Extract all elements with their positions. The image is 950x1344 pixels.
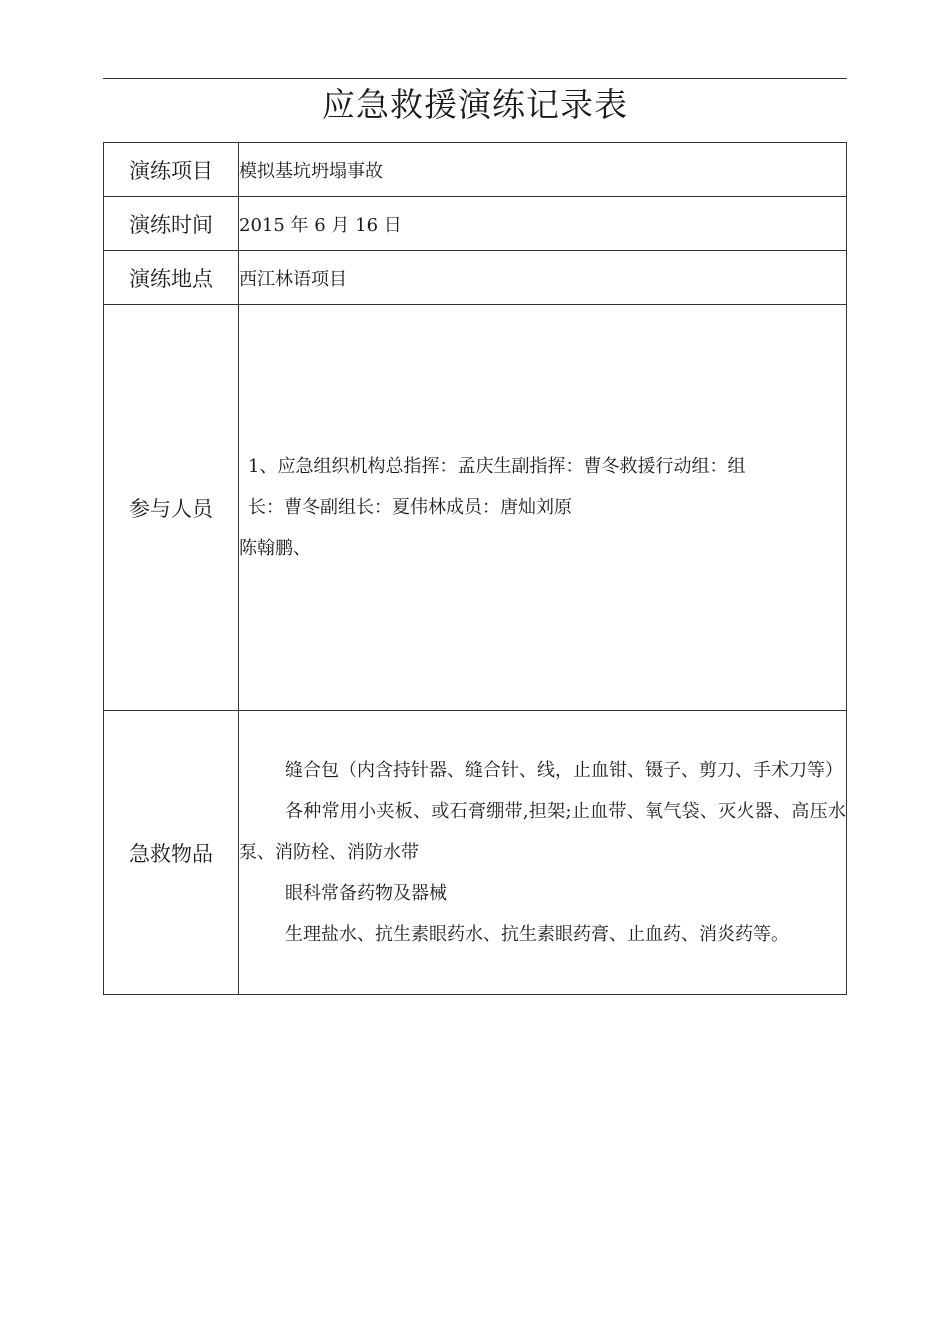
supplies-label: 急救物品 <box>104 711 239 995</box>
project-label: 演练项目 <box>104 143 239 197</box>
time-label: 演练时间 <box>104 197 239 251</box>
supplies-value <box>239 711 847 995</box>
supplies-paragraph: 缝合包（内含持针器、缝合针、线，止血钳、镊子、剪刀、手术刀等） <box>285 760 843 781</box>
record-table <box>103 142 847 995</box>
row-project <box>104 143 847 197</box>
row-supplies <box>104 711 847 995</box>
supplies-paragraph: 眼科常备药物及器械 <box>285 883 447 904</box>
time-value: 2015 年 6 月 16 日 <box>239 197 847 251</box>
row-location <box>104 251 847 305</box>
participants-label: 参与人员 <box>104 305 239 711</box>
top-rule <box>103 78 847 79</box>
location-label: 演练地点 <box>104 251 239 305</box>
project-value: 模拟基坑坍塌事故 <box>239 143 847 197</box>
supplies-paragraph: 各种常用小夹板、或石膏绷带,担架;止血带、氧气袋、灭火器、高压水泵、消防栓、消防水带 <box>239 801 846 863</box>
participants-line: 1、应急组织机构总指挥：孟庆生副指挥：曹冬救援行动组：组 <box>248 456 746 477</box>
document-title: 应急救援演练记录表 <box>322 85 628 124</box>
supplies-paragraph: 生理盐水、抗生素眼药水、抗生素眼药膏、止血药、消炎药等。 <box>285 924 789 945</box>
row-participants <box>104 305 847 711</box>
location-value: 西江林语项目 <box>239 251 847 305</box>
participants-value <box>239 305 847 711</box>
participants-line: 长：曹冬副组长：夏伟林成员：唐灿刘原 <box>248 497 572 518</box>
participants-line: 陈翰鹏、 <box>239 538 311 559</box>
row-time <box>104 197 847 251</box>
